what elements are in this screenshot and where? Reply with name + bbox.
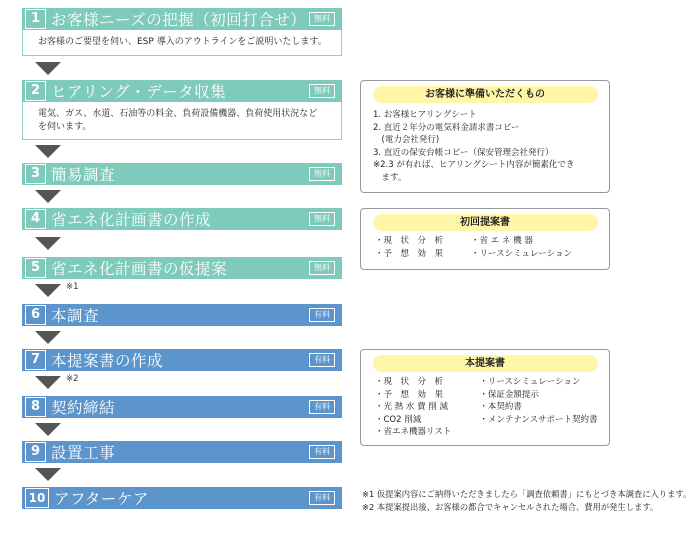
proposal-contents [361, 372, 609, 444]
step-number: 3 [25, 164, 46, 184]
list-item: 1. お客様ヒアリングシート [373, 110, 477, 120]
down-arrow-icon [35, 190, 61, 203]
list-item: ・予 想 効 果 [375, 389, 444, 400]
footnotes [362, 488, 691, 514]
step-title: お客様ニーズの把握（初回打合せ） [51, 11, 307, 29]
step-2-bar [22, 80, 342, 102]
down-arrow-icon [35, 284, 61, 297]
list-item: ・リースシミュレーション [479, 377, 581, 387]
footnote: ※2 本提案提出後、お客様の都合でキャンセルされた場合、費用が発生します。 [362, 502, 659, 512]
list-item: ・省エネ機器リスト [375, 427, 452, 437]
step-number: 6 [25, 305, 46, 325]
step-number: 8 [25, 397, 46, 417]
down-arrow-icon [35, 423, 61, 436]
step-7-bar [22, 349, 342, 371]
footnote-mark-1: ※1 [66, 282, 79, 292]
description-line: 電気、ガス、水道、石油等の料金、負荷設備機器、負荷使用状況など [38, 109, 318, 119]
step-number: 7 [25, 350, 46, 370]
step-title: 契約締結 [51, 399, 116, 417]
free-badge: 無料 [309, 12, 335, 26]
list-item: ・リースシミュレーション [471, 248, 573, 259]
step-title: 本提案書の作成 [51, 352, 164, 370]
list-item: ・現 状 分 析 [375, 377, 444, 387]
list-item: ・メンテナンスサポート契約書 [479, 414, 598, 425]
right-column [479, 376, 597, 439]
right-column [471, 235, 572, 260]
step-number: 5 [25, 258, 46, 278]
down-arrow-icon [35, 237, 61, 250]
list-item: ・光 熱 水 費 削 減 [375, 402, 449, 412]
step-2-description [22, 102, 342, 140]
description-line: を伺います。 [38, 122, 92, 132]
step-title: 設置工事 [51, 444, 116, 462]
step-8-bar [22, 396, 342, 418]
free-badge: 無料 [309, 212, 335, 226]
left-column [375, 235, 443, 260]
step-1-description [22, 30, 342, 56]
paid-badge: 有料 [309, 445, 335, 459]
panel-title: お客様に準備いただくもの [373, 86, 598, 103]
list-item: ・本契約書 [479, 402, 522, 412]
down-arrow-icon [35, 331, 61, 344]
footnote: ※1 仮提案内容にご納得いただきましたら「調査依頼書」にもとづき本調査に入ります。 [362, 489, 692, 499]
list-item: ・現 状 分 析 [375, 236, 444, 246]
list-item: ます。 [373, 172, 407, 183]
list-item: ・保証金額提示 [479, 389, 539, 400]
free-badge: 無料 [309, 167, 335, 181]
footnote-mark-2: ※2 [66, 374, 79, 384]
list-item: ・予 想 効 果 [375, 248, 444, 259]
down-arrow-icon [35, 468, 61, 481]
step-title: アフターケア [54, 490, 149, 508]
step-5-bar [22, 257, 342, 279]
description-line: お客様のご要望を伺い、ESP 導入のアウトラインをご説明いたします。 [38, 37, 327, 47]
paid-badge: 有料 [309, 491, 335, 505]
free-badge: 無料 [309, 84, 335, 98]
down-arrow-icon [35, 376, 61, 389]
step-10-bar [22, 487, 342, 509]
step-number: 10 [25, 488, 49, 508]
step-title: 本調査 [51, 307, 100, 325]
free-badge: 無料 [309, 261, 335, 275]
step-title: ヒアリング・データ収集 [51, 83, 227, 101]
panel-title: 本提案書 [373, 355, 598, 372]
main-proposal-panel [360, 349, 610, 446]
list-item: ・CO2 削減 [375, 414, 422, 425]
step-number: 9 [25, 442, 46, 462]
paid-badge: 有料 [309, 308, 335, 322]
down-arrow-icon [35, 145, 61, 158]
paid-badge: 有料 [309, 353, 335, 367]
list-item: ※2.3 が有れば、ヒアリングシート内容が簡素化でき [373, 160, 575, 170]
prepare-items-panel [360, 80, 610, 193]
step-number: 1 [25, 9, 46, 29]
step-9-bar [22, 441, 342, 463]
step-number: 4 [25, 209, 46, 229]
step-4-bar [22, 208, 342, 230]
list-item: ・省 エ ネ 機 器 [471, 236, 533, 246]
step-title: 簡易調査 [51, 166, 116, 184]
step-number: 2 [25, 81, 46, 101]
step-title: 省エネ化計画書の作成 [51, 211, 212, 229]
list-item: 2. 直近２年分の電気料金請求書コピー [373, 122, 520, 133]
panel-title: 初回提案書 [373, 214, 598, 231]
first-proposal-panel [360, 208, 610, 270]
proposal-contents [361, 231, 609, 265]
paid-badge: 有料 [309, 400, 335, 414]
prepare-list [373, 109, 609, 184]
left-column [375, 376, 451, 439]
list-item: 3. 直近の保安台帳コピー（保安管理会社発行） [373, 147, 554, 158]
down-arrow-icon [35, 62, 61, 75]
step-1-bar [22, 8, 342, 30]
step-6-bar [22, 304, 342, 326]
list-item: (電力会社発行) [373, 135, 440, 145]
step-3-bar [22, 163, 342, 185]
step-title: 省エネ化計画書の仮提案 [51, 260, 228, 278]
